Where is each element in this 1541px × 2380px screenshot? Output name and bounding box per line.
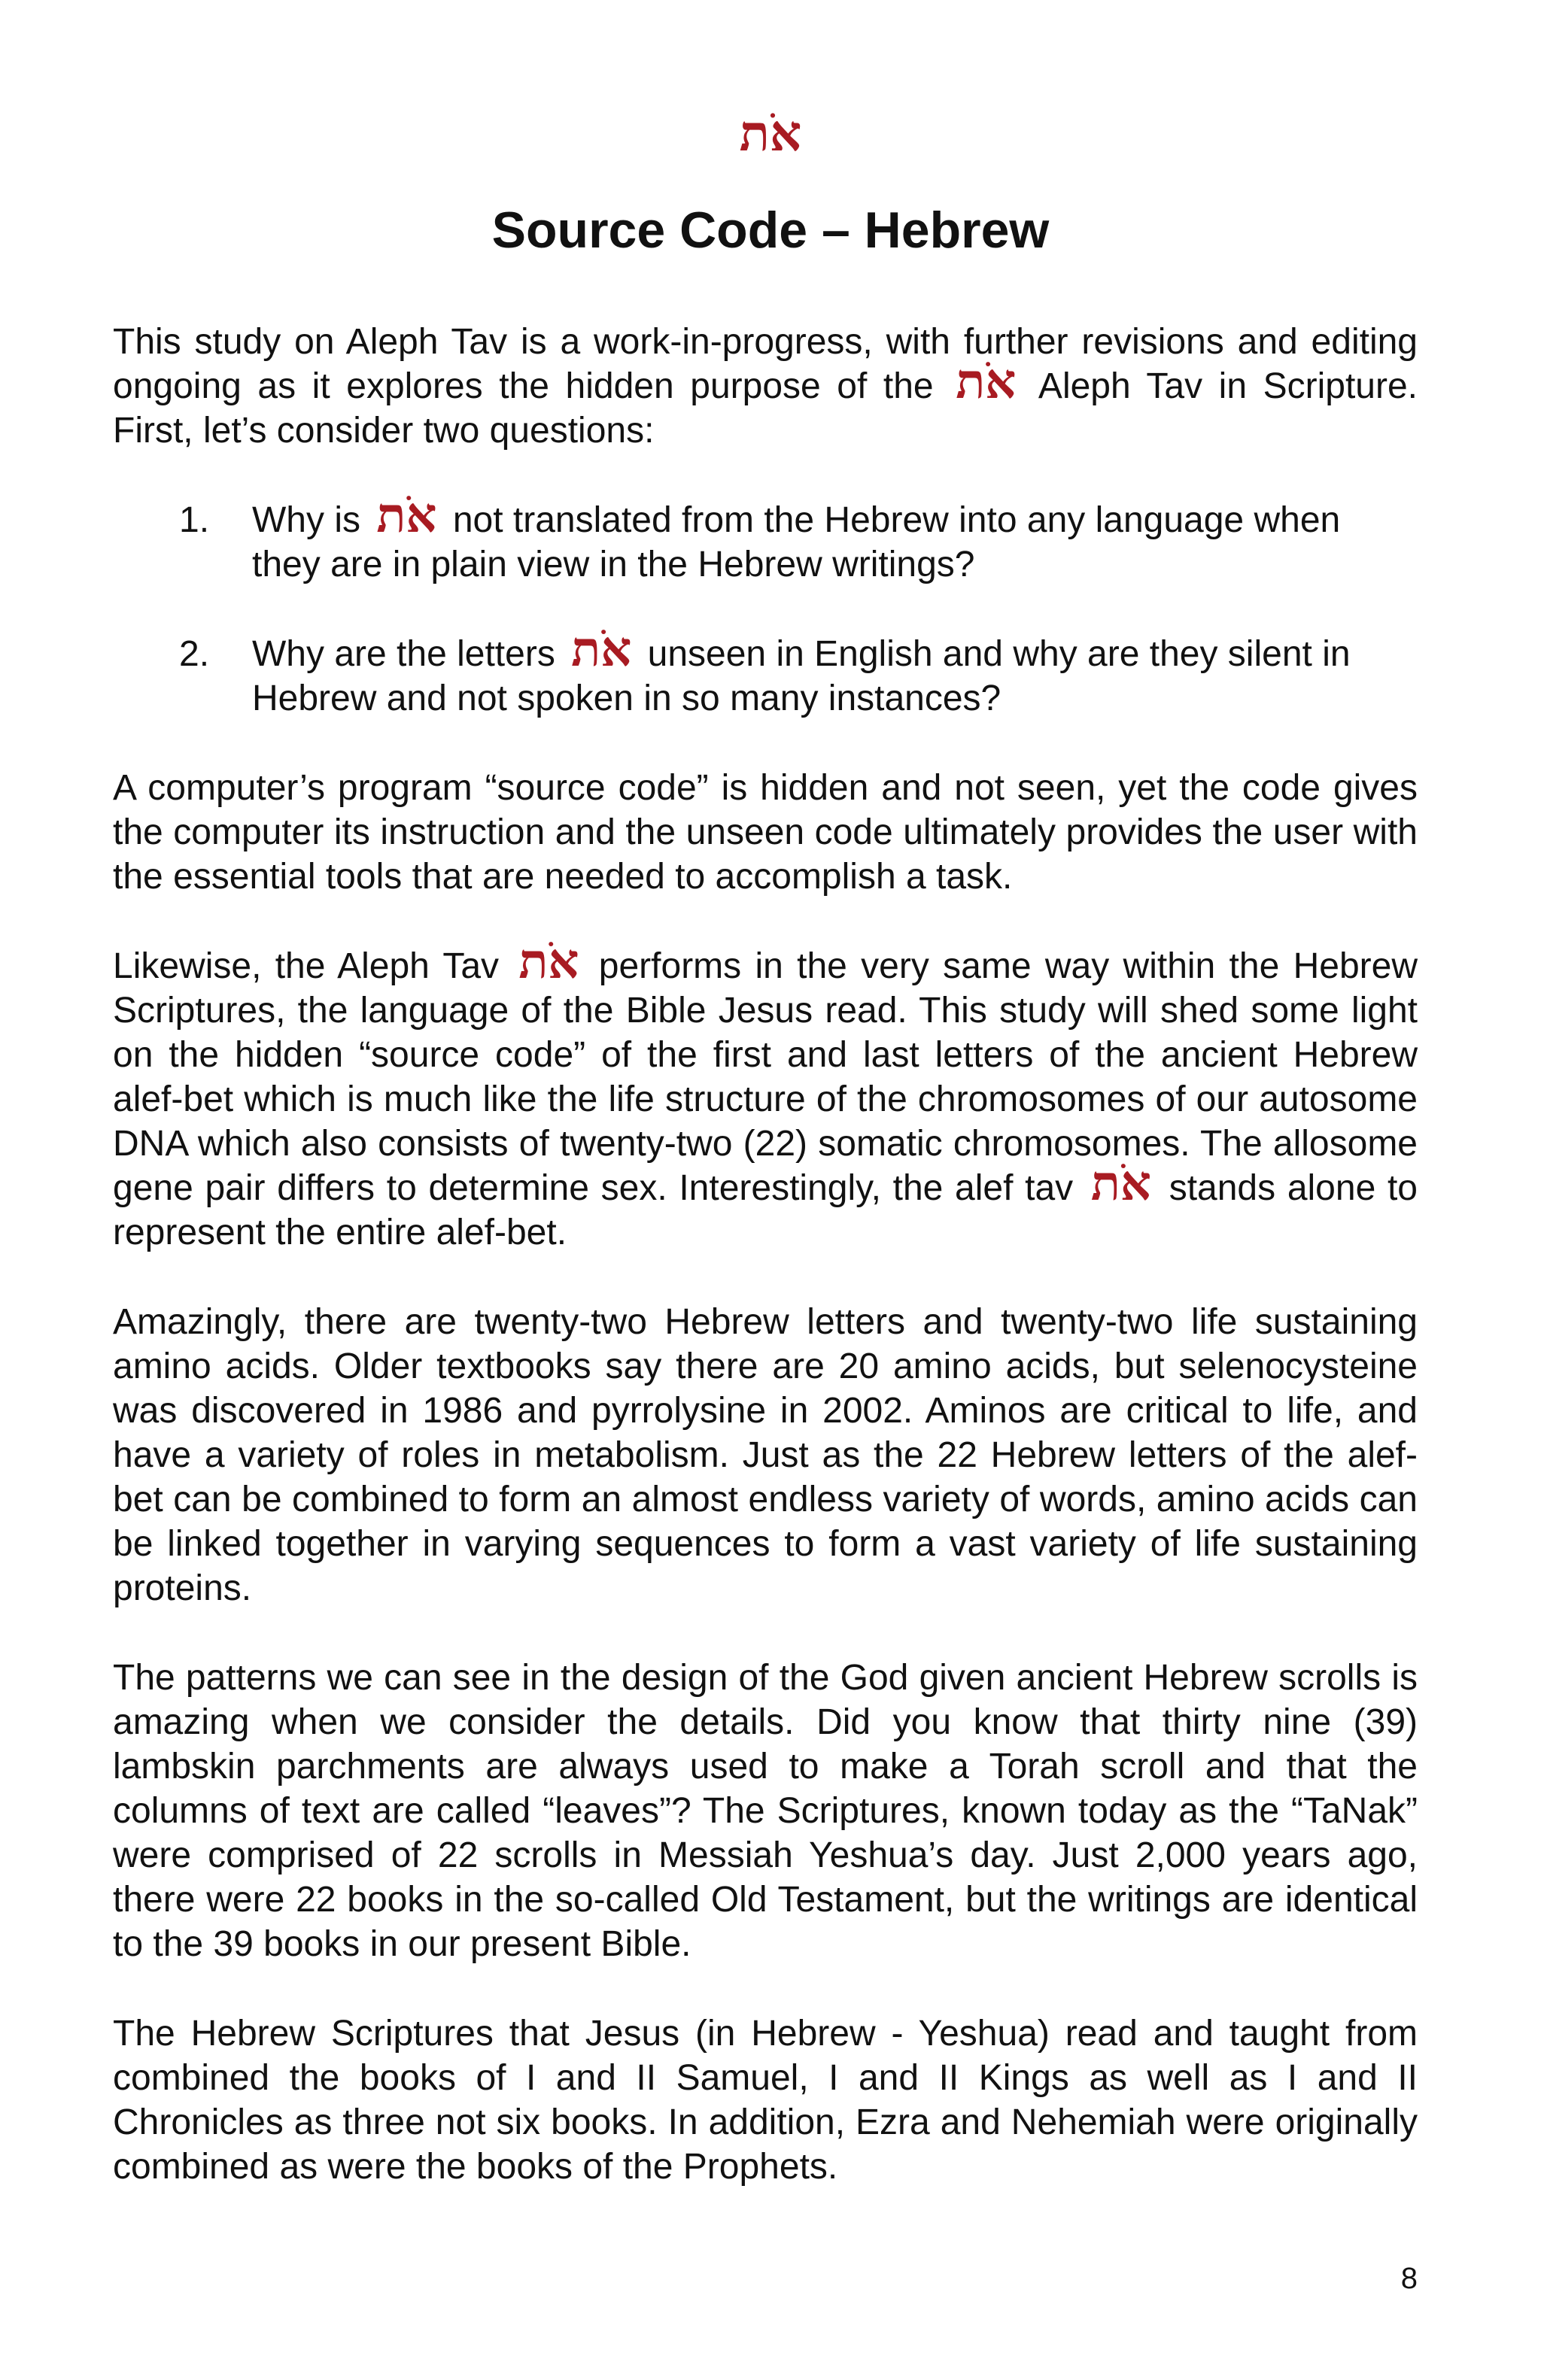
aleph-tav-glyph: אֹת	[1090, 1155, 1151, 1212]
questions-list	[113, 487, 1418, 721]
aleph-tav-glyph: אֹת	[571, 621, 632, 678]
question-text-after: unseen in English and why are they silent in Hebrew and not spoken in so many instances?	[252, 634, 1351, 718]
question-text-before: Why is	[252, 500, 360, 540]
intro-paragraph	[113, 320, 1418, 453]
intro-text-2: Aleph Tav in Scripture. First, let’s consider two questions:	[113, 366, 1418, 451]
hebrew-scriptures-paragraph: The Hebrew Scriptures that Jesus (in Hebrew - Yeshua) read and taught from combined the books of I and II Samuel, I and II Kings as well as I and II Chronicles as three not six books. In addition, Ezra and Nehemiah were originally combined as were the books of the Prophets.	[113, 2014, 1418, 2187]
body-text	[113, 320, 1418, 2234]
likewise-paragraph	[113, 933, 1418, 1255]
list-number: 1.	[179, 500, 210, 540]
aleph-tav-glyph: אֹת	[376, 487, 437, 544]
source-code-paragraph: A computer’s program “source code” is hidden and not seen, yet the code gives the computer its instruction and the unseen code ultimately provides the user with the essential tools that are needed to accomplish a task.	[113, 768, 1418, 897]
likewise-text-2: performs in the very same way within the Hebrew Scriptures, the language of the Bible Jesus read. This study will shed some light on the hidden “source code” of the first and last letters of the ancient Hebrew alef-bet which is much like the life structure of the chromosomes of our autosome DNA which also consists of twenty-two (22) somatic chromosomes. The allosome gene pair differs to determine sex. Interestingly, the alef tav	[113, 946, 1418, 1208]
question-text-after: not translated from the Hebrew into any language when they are in plain view in the Hebrew writings?	[252, 500, 1341, 584]
page-title: Source Code – Hebrew	[491, 202, 1050, 259]
likewise-text-3: stands alone to represent the entire alef-bet.	[113, 1168, 1418, 1252]
list-item	[113, 621, 1418, 721]
list-number: 2.	[179, 634, 210, 674]
aleph-tav-glyph: אֹת	[518, 933, 579, 990]
aleph-tav-glyph: אֹת	[956, 354, 1017, 410]
scroll-patterns-paragraph: The patterns we can see in the design of the God given ancient Hebrew scrolls is amazing when we consider the details. Did you know that thirty nine (39) lambskin parchments are always used to make a Torah scroll and that the columns of text are called “leaves”? The Scriptures, known today as the “TaNak” were comprised of 22 scrolls in Messiah Yeshua’s day. Just 2,000 years ago, there were 22 books in the so-called Old Testament, but the writings are identical to the 39 books in our present Bible.	[113, 1658, 1418, 1964]
amino-acids-paragraph: Amazingly, there are twenty-two Hebrew letters and twenty-two life sustaining amino acids. Older textbooks say there are 20 amino acids, but selenocysteine was discovered in 1986 and pyrrolysine in 2002. Aminos are critical to life, and have a variety of roles in metabolism. Just as the 22 Hebrew letters of the alef-bet can be combined to form an almost endless variety of words, amino acids can be linked together in varying sequences to form a vast variety of life sustaining proteins.	[113, 1302, 1418, 1608]
intro-text-1: This study on Aleph Tav is a work-in-progress, with further revisions and editing ongoing as it explores the hidden purpose of the	[113, 322, 1418, 406]
aleph-tav-header-glyph: אֹת	[739, 104, 802, 162]
question-text-before: Why are the letters	[252, 634, 555, 674]
likewise-text-1: Likewise, the Aleph Tav	[113, 946, 500, 986]
page-number: 8	[1400, 2262, 1418, 2295]
list-item	[113, 487, 1418, 587]
